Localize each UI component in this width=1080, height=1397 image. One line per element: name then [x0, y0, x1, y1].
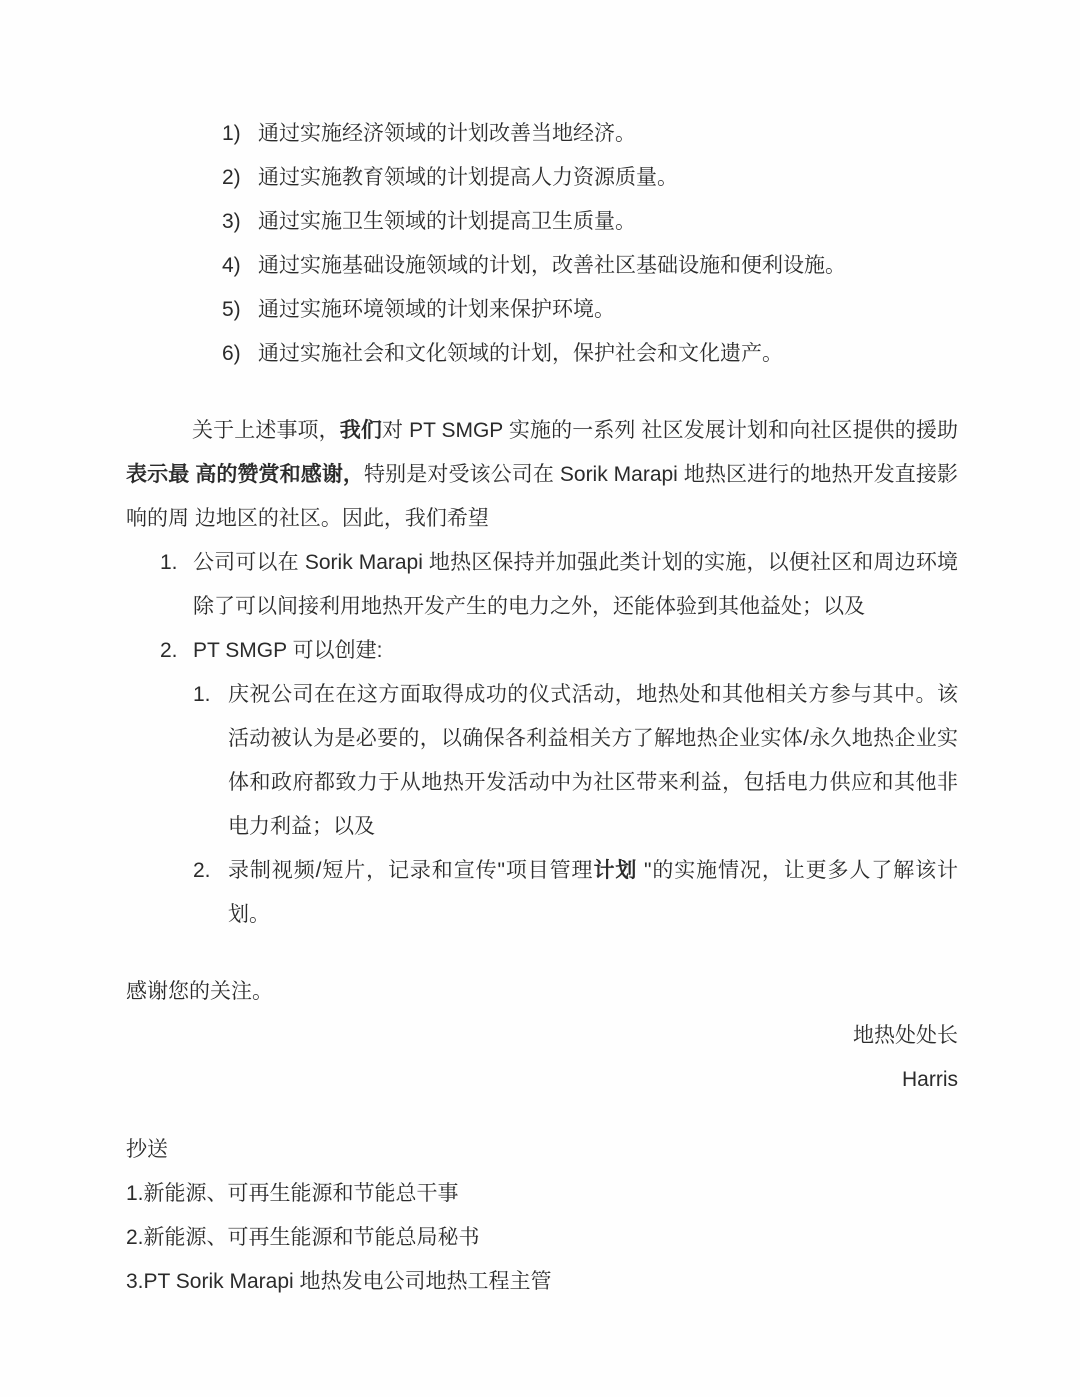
list-item-number: 1) [222, 122, 241, 145]
list-item [193, 849, 958, 937]
list-item [193, 673, 958, 849]
list-item-bold-text: 计划 [593, 859, 638, 882]
closing-thanks: 感谢您的关注。 [126, 980, 273, 1003]
list-item [222, 200, 958, 244]
list-item-number: 4) [222, 254, 241, 277]
list-item-number: 2) [222, 166, 241, 189]
list-item-number: 3) [222, 210, 241, 233]
cc-label: 抄送 [126, 1138, 168, 1161]
list-item [222, 288, 958, 332]
paragraph-bold-text: 表示最 高的赞赏和感谢， [126, 463, 365, 486]
list-item-text: PT SMGP 可以创建: [193, 639, 383, 662]
sub-requests-list [193, 673, 958, 937]
list-item-number: 6) [222, 342, 241, 365]
signoff-name: Harris [902, 1068, 958, 1091]
paragraph-text: 特别是对受该公司在 Sorik Marapi 地热区进行的地热开发直接影响的周 边地区的社区。因此，我们希望 [126, 463, 958, 530]
cc-item: 2.新能源、可再生能源和节能总局秘书 [126, 1226, 480, 1249]
paragraph-text: 关于上述事项， [192, 419, 340, 442]
benefits-list [222, 112, 958, 376]
list-item [222, 112, 958, 156]
list-item [160, 541, 958, 629]
list-item [222, 332, 958, 376]
list-item [160, 629, 958, 673]
list-item-number: 1. [193, 683, 211, 706]
list-item-text: 通过实施基础设施领域的计划，改善社区基础设施和便利设施。 [258, 254, 846, 277]
list-item-text: 通过实施社会和文化领域的计划，保护社会和文化遗产。 [258, 342, 783, 365]
list-item-number: 2. [160, 639, 178, 662]
list-item-text-part: "的实施情况，让更多人了解该计划。 [228, 859, 958, 926]
signoff-title: 地热处处长 [853, 1024, 958, 1047]
list-item [222, 244, 958, 288]
list-item-number: 2. [193, 859, 211, 882]
list-item-text: 通过实施经济领域的计划改善当地经济。 [258, 122, 636, 145]
list-item-text: 通过实施环境领域的计划来保护环境。 [258, 298, 615, 321]
cc-item: 1.新能源、可再生能源和节能总干事 [126, 1182, 459, 1205]
appreciation-paragraph [126, 409, 958, 541]
list-item-text: 公司可以在 Sorik Marapi 地热区保持并加强此类计划的实施，以便社区和周边环境除了可以间接利用地热开发产生的电力之外，还能体验到其他益处；以及 [193, 551, 958, 618]
list-item-text-part: 录制视频/短片，记录和宣传"项目管理 [228, 859, 594, 882]
requests-list [160, 541, 958, 673]
list-item-text: 通过实施教育领域的计划提高人力资源质量。 [258, 166, 678, 189]
list-item-number: 1. [160, 551, 178, 574]
list-item-number: 5) [222, 298, 241, 321]
cc-item: 3.PT Sorik Marapi 地热发电公司地热工程主管 [126, 1270, 552, 1293]
list-item-text: 通过实施卫生领域的计划提高卫生质量。 [258, 210, 636, 233]
list-item-text [228, 849, 958, 937]
list-item-text: 庆祝公司在在这方面取得成功的仪式活动，地热处和其他相关方参与其中。该活动被认为是必要的，以确保各利益相关方了解地热企业实体/永久地热企业实体和政府都致力于从地热开发活动中为社区带来利益，包括电力供应和其他非电力利益；以及 [228, 683, 958, 838]
paragraph-bold-text: 我们 [339, 419, 383, 442]
paragraph-text: 对 PT SMGP 实施的一系列 社区发展计划和向社区提供的援助 [382, 419, 959, 442]
list-item [222, 156, 958, 200]
